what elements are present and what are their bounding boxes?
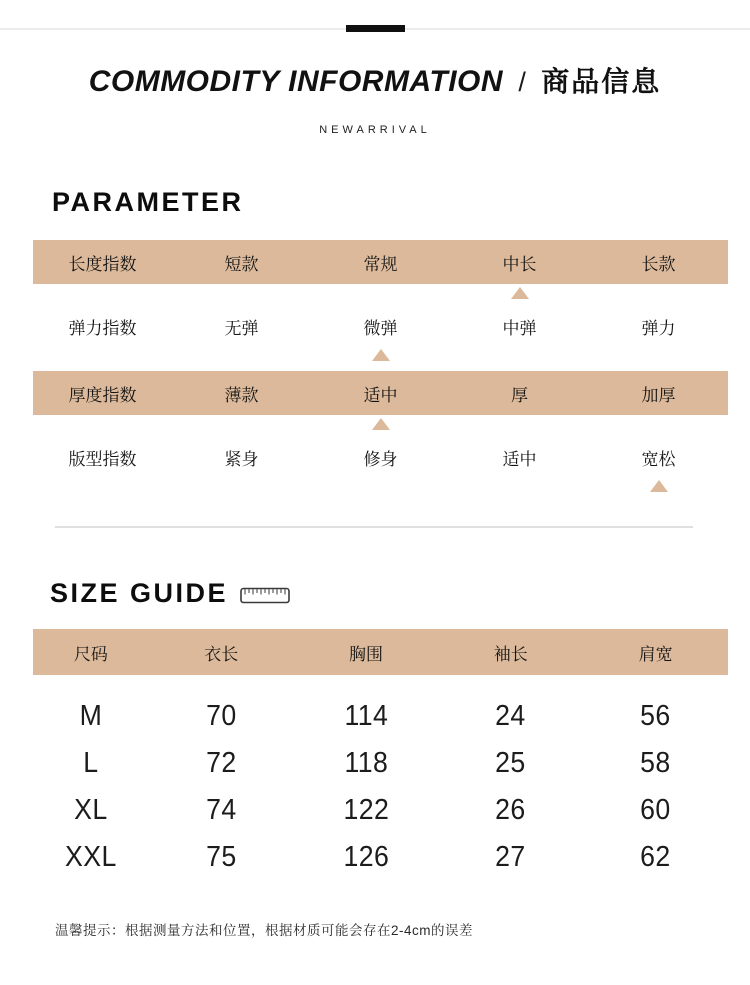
option-cell: 常规 (363, 254, 398, 274)
value-cell: 25 (495, 747, 527, 779)
size-guide-heading-label: SIZE GUIDE (50, 578, 229, 608)
option-cell: 紧身 (224, 449, 259, 469)
table-row (33, 693, 728, 740)
option-cell: 适中 (502, 449, 537, 469)
value-cell: 75 (205, 841, 237, 873)
top-accent-bar (346, 25, 405, 32)
option-cell: 无弹 (224, 318, 259, 338)
selected-triangle-icon (372, 418, 390, 430)
row-label: 版型指数 (68, 449, 137, 469)
column-header: 衣长 (204, 644, 239, 664)
measurement-disclaimer-note: 温馨提示：根据测量方法和位置，根据材质可能会存在2-4cm的误差 (55, 923, 474, 938)
column-header: 袖长 (493, 644, 528, 664)
row-label: 长度指数 (68, 254, 137, 274)
option-cell: 中长 (502, 254, 537, 274)
value-cell: 126 (343, 841, 389, 873)
size-table (33, 629, 728, 881)
title-slash: / (518, 67, 526, 97)
table-row (33, 740, 728, 787)
option-cell: 弹力 (641, 318, 676, 338)
title-english: COMMODITY INFORMATION (88, 65, 504, 98)
value-cell: 62 (640, 841, 671, 873)
option-cell: 中弹 (502, 318, 537, 338)
page-header (0, 0, 750, 136)
size-table-body (33, 693, 728, 881)
table-row (33, 834, 728, 881)
option-cell: 厚 (511, 385, 528, 405)
value-cell: 58 (640, 747, 671, 779)
option-cell: 加厚 (641, 385, 676, 405)
value-cell: 72 (205, 747, 237, 779)
column-header: 尺码 (73, 644, 108, 664)
option-cell: 薄款 (224, 385, 259, 405)
column-header: 胸围 (349, 644, 383, 664)
option-cell: 修身 (363, 449, 398, 469)
row-label: 弹力指数 (68, 318, 137, 338)
size-cell: XL (74, 794, 108, 826)
size-cell: L (83, 747, 99, 779)
value-cell: 74 (205, 794, 237, 826)
value-cell: 24 (495, 700, 527, 732)
marker-strip (33, 477, 728, 493)
marker-strip (33, 415, 728, 431)
selected-triangle-icon (372, 349, 390, 361)
value-cell: 56 (640, 700, 671, 732)
new-arrival-subtitle: NEWARRIVAL (319, 124, 431, 136)
value-cell: 26 (495, 794, 527, 826)
parameter-table (33, 240, 728, 493)
column-header: 肩宽 (638, 644, 673, 664)
marker-strip (33, 346, 728, 362)
page-title (0, 64, 750, 100)
option-cell: 长款 (641, 254, 676, 274)
value-cell: 60 (640, 794, 671, 826)
parameter-section-heading (52, 187, 750, 218)
size-cell: M (79, 700, 103, 732)
section-divider-line (55, 526, 693, 528)
option-cell: 适中 (363, 385, 398, 405)
title-chinese: 商品信息 (541, 66, 662, 97)
table-row (33, 437, 728, 477)
value-cell: 122 (343, 794, 389, 826)
selected-triangle-icon (511, 287, 529, 299)
table-row (33, 371, 728, 415)
value-cell: 27 (495, 841, 527, 873)
table-row (33, 787, 728, 834)
option-cell: 微弹 (363, 318, 398, 338)
value-cell: 114 (344, 700, 388, 732)
value-cell: 70 (205, 700, 237, 732)
table-row (33, 240, 728, 284)
size-guide-section-heading (50, 578, 750, 609)
marker-strip (33, 284, 728, 300)
value-cell: 118 (344, 747, 388, 779)
option-cell: 短款 (224, 254, 259, 274)
parameter-heading-label: PARAMETER (52, 187, 244, 217)
size-table-header-row (33, 629, 728, 675)
selected-triangle-icon (650, 480, 668, 492)
size-cell: XXL (65, 841, 117, 873)
option-cell: 宽松 (641, 449, 676, 469)
ruler-icon (240, 587, 290, 604)
row-label: 厚度指数 (68, 385, 137, 405)
table-row (33, 306, 728, 346)
